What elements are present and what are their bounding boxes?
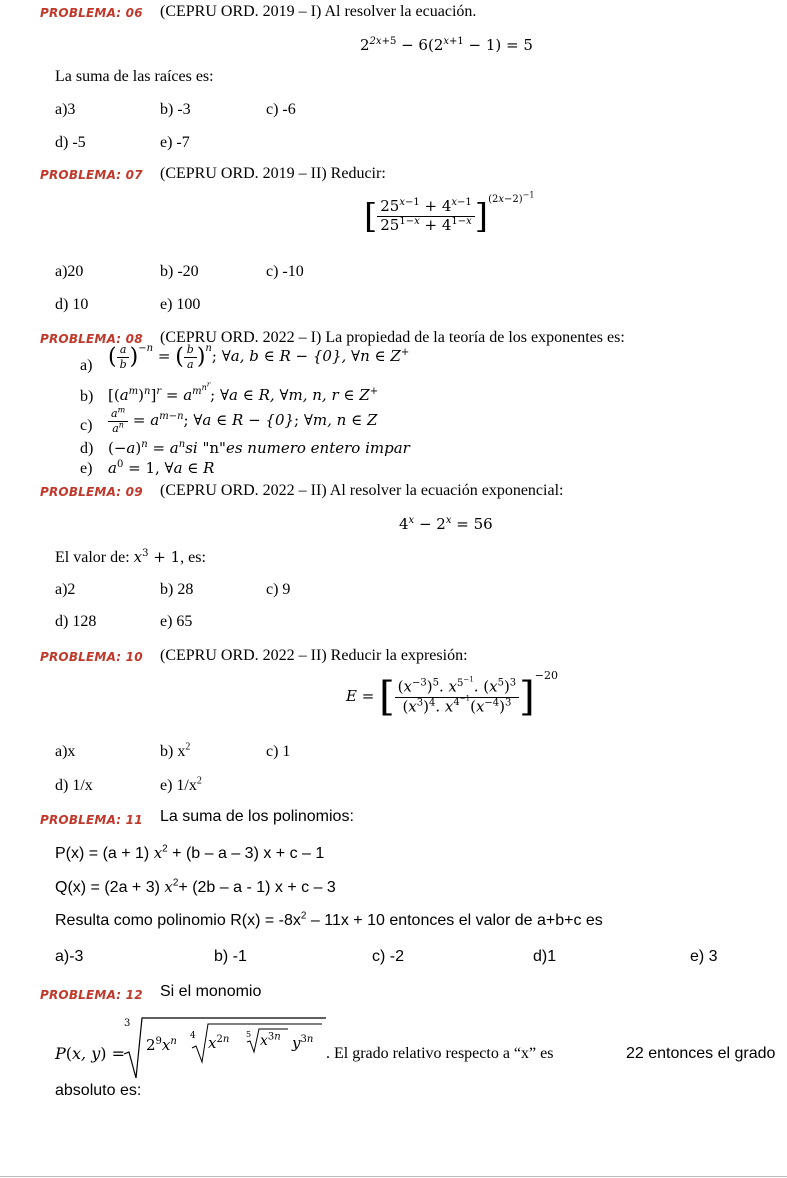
svg-text:3: 3 bbox=[124, 1018, 131, 1029]
problem-08-statement: (CEPRU ORD. 2022 – I) La propiedad de la teoría de los exponentes es: bbox=[160, 329, 625, 346]
problem-09-question-text: El valor de: bbox=[55, 549, 130, 566]
problem-09-option-c: c) 9 bbox=[266, 581, 291, 598]
problem-11-result-start: Resulta como polinomio R(x) = -8x bbox=[55, 912, 301, 929]
problem-09-option-b: b) 28 bbox=[160, 581, 194, 598]
problem-09-option-a: a)2 bbox=[55, 581, 76, 598]
problem-10-statement: (CEPRU ORD. 2022 – II) Reducir la expresión: bbox=[160, 647, 468, 664]
problem-11-statement: La suma de los polinomios: bbox=[160, 808, 354, 825]
problem-08-property-d-text: es numero entero impar bbox=[225, 439, 410, 457]
problem-08-letter-a: a) bbox=[80, 357, 93, 374]
problem-07-expression: [ $\frac{25^{x-1} + 4^{x-1}}{25^{1-x} + 4^{1-x}}$ ]$^{(2x-2)^{-1}}$ bbox=[364, 191, 535, 237]
problem-08-property-d: $(-a)^n = a^nsi$ "n"es numero entero impar bbox=[108, 439, 410, 457]
problem-08-label: PROBLEMA: 08 bbox=[40, 332, 143, 346]
problem-08-property-c: $\frac{a^m}{a^n}$ = $a^{m-n}$; ∀a ∈ R − {0}; ∀m, n ∈ Z bbox=[108, 408, 377, 434]
problem-08-property-b: $[(a^m)^n]^r = a^{m^{n^r}}$; ∀a ∈ R, ∀m, n, r ∈ Z+ bbox=[108, 380, 379, 404]
problem-06-option-d: d) -5 bbox=[55, 134, 86, 151]
problem-08-property-a: ( $\frac{a}{b}$ )$^{-n}$ = ( $\frac{b}{a}$ )$^n$; ∀a, b ∈ R − {0}, ∀n ∈ Z+ bbox=[108, 343, 410, 371]
problem-12-label: PROBLEMA: 12 bbox=[40, 988, 143, 1002]
problem-08-letter-e: e) bbox=[80, 460, 93, 477]
problem-10-option-b: b) $x^2$ bbox=[160, 741, 191, 760]
svg-text:5: 5 bbox=[246, 1030, 252, 1039]
problem-07-option-c: c) -10 bbox=[266, 263, 304, 280]
problem-11-option-b: b) -1 bbox=[214, 948, 247, 965]
problem-10-label: PROBLEMA: 10 bbox=[40, 650, 143, 664]
problem-06-label: PROBLEMA: 06 bbox=[40, 6, 143, 20]
problem-09-option-e: e) 65 bbox=[160, 613, 193, 630]
problem-10-option-e-text: e) 1/x bbox=[160, 777, 197, 794]
problem-09-statement: (CEPRU ORD. 2022 – II) Al resolver la ecuación exponencial: bbox=[160, 482, 564, 499]
problem-10-option-c: c) 1 bbox=[266, 743, 291, 760]
problem-10-option-e: e) $1/x^2$ bbox=[160, 775, 202, 794]
problem-07-option-e: e) 100 bbox=[160, 296, 201, 313]
problem-11-label: PROBLEMA: 11 bbox=[40, 813, 143, 827]
problem-10-expression: E = [ $\frac{(x^{-3})^5. x^{5^{-1}}. (x^5)^3}{(x^3)^4. x^{4^{-1}}(x^{-4})^3}$ ]$^{-20}$ bbox=[346, 669, 558, 720]
page-bottom-divider bbox=[0, 1176, 787, 1177]
problem-06-option-c: c) -6 bbox=[266, 101, 296, 118]
problem-12-statement: Si el monomio bbox=[160, 983, 262, 1000]
problem-09-equation: $4^x - 2^x = 56$ bbox=[399, 515, 493, 533]
problem-11-polynomial-q: Q(x) = (2a + 3) $x^2+ (2b - a - 1) x + c - 3$ bbox=[55, 877, 336, 896]
problem-11-polynomial-p: P(x) = (a + 1) $x^2 + (b - a - 3) x + c - 1$ bbox=[55, 843, 325, 862]
problem-10-option-b-text: b) x bbox=[160, 743, 186, 760]
problem-12-text-right: 22 entonces el grado bbox=[626, 1045, 776, 1062]
problem-10-option-d: d) 1/x bbox=[55, 777, 93, 794]
problem-07-option-d: d) 10 bbox=[55, 296, 89, 313]
problem-08-property-e: $a^0 = 1$, ∀a ∈ R bbox=[108, 459, 215, 477]
problem-07-option-a: a)20 bbox=[55, 263, 84, 280]
problem-12-monomial-y: $y^{3n}$ bbox=[292, 1034, 314, 1052]
problem-11-result-mid: – 11x + 10 entonces el valor de a+b+c es bbox=[306, 912, 603, 929]
problem-09-option-d: d) 128 bbox=[55, 613, 97, 630]
problem-06-option-e: e) -7 bbox=[160, 134, 190, 151]
problem-07-statement: (CEPRU ORD. 2019 – II) Reducir: bbox=[160, 165, 386, 182]
problem-10-option-a: a)x bbox=[55, 743, 76, 760]
problem-12-monomial-innermost: $x^{3n}$ bbox=[260, 1031, 281, 1049]
problem-09-question: El valor de: $x^3 + 1$, es: bbox=[55, 548, 206, 566]
problem-09-question-end: , es: bbox=[180, 549, 206, 566]
problem-11-option-e: e) 3 bbox=[690, 948, 718, 965]
problem-07-label: PROBLEMA: 07 bbox=[40, 168, 143, 182]
problem-06-option-b: b) -3 bbox=[160, 101, 191, 118]
problem-08-letter-d: d) bbox=[80, 440, 94, 457]
problem-06-question: La suma de las raíces es: bbox=[55, 68, 214, 85]
problem-08-letter-c: c) bbox=[80, 417, 93, 434]
problem-09-label: PROBLEMA: 09 bbox=[40, 485, 143, 499]
problem-11-option-a: a)-3 bbox=[55, 948, 84, 965]
problem-06-statement: (CEPRU ORD. 2019 – I) Al resolver la ecuación. bbox=[160, 3, 477, 20]
problem-06-option-a: a)3 bbox=[55, 101, 76, 118]
problem-11-option-d: d)1 bbox=[533, 948, 557, 965]
problem-06-equation: $2^{2x+5} - 6(2^{x+1} - 1) = 5$ bbox=[360, 36, 533, 54]
svg-text:4: 4 bbox=[190, 1031, 196, 1041]
problem-12-monomial-lhs: P(x, y) = bbox=[55, 1044, 125, 1063]
problem-07-option-b: b) -20 bbox=[160, 263, 199, 280]
problem-11-result: Resulta como polinomio $R(x) = -8x^2 - 11x + 10$ entonces el valor de a+b+c es bbox=[55, 910, 603, 929]
problem-11-option-c: c) -2 bbox=[372, 948, 404, 965]
problem-12-monomial-inner: $x^{2n}$ bbox=[208, 1034, 230, 1052]
problem-08-letter-b: b) bbox=[80, 388, 94, 405]
problem-12-monomial-body: $2^9x^n$ bbox=[146, 1036, 177, 1054]
problem-12-text-after: . El grado relativo respecto a “x” es bbox=[326, 1045, 554, 1062]
problem-12-text-end: absoluto es: bbox=[55, 1082, 142, 1099]
